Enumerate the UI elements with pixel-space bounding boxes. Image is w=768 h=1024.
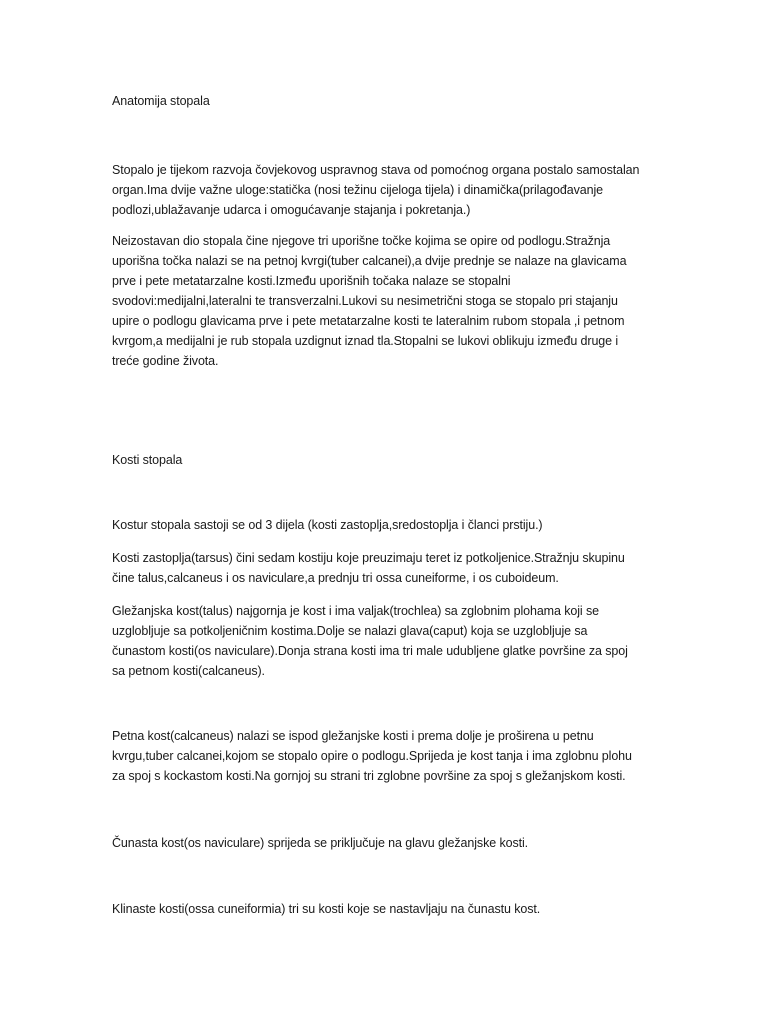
text-line: prve i pete metatarzalne kosti.Između uporišnih točaka nalaze se stopalni: [112, 274, 511, 288]
text-line: Petna kost(calcaneus) nalazi se ispod gležanjske kosti i prema dolje je proširena u petnu: [112, 729, 594, 743]
text-line: Neizostavan dio stopala čine njegove tri uporišne točke kojima se opire od podlogu.Stražnja: [112, 234, 611, 248]
paragraph-intro: [112, 160, 652, 220]
text-line: svodovi:medijalni,lateralni te transverzalni.Lukovi su nesimetrični stoga se stopalo pri stajanju: [112, 294, 618, 308]
text-line: organ.Ima dvije važne uloge:statička (nosi težinu cijeloga tijela) i dinamička(prilagođavanje: [112, 183, 603, 197]
text-line: kvrgu,tuber calcanei,kojom se stopalo opire o podlogu.Sprijeda je kost tanja i ima zglobnu plohu: [112, 749, 632, 763]
paragraph-support-points: [112, 231, 652, 371]
text-line: treće godine života.: [112, 354, 219, 368]
text-line: uporišna točka nalazi se na petnoj kvrgi(tuber calcanei),a dvije prednje se nalaze na glavicama: [112, 254, 627, 268]
section-title: Kosti stopala: [112, 453, 183, 467]
text-line: Kostur stopala sastoji se od 3 dijela (kosti zastoplja,sredostoplja i članci prstiju.): [112, 518, 543, 532]
document-title: Anatomija stopala: [112, 94, 210, 108]
paragraph-tarsus: [112, 548, 652, 588]
paragraph-navicular: [112, 833, 652, 853]
text-line: čine talus,calcaneus i os naviculare,a prednju tri ossa cuneiforme, i os cuboideum.: [112, 571, 559, 585]
paragraph-calcaneus: [112, 726, 652, 786]
text-line: Klinaste kosti(ossa cuneiformia) tri su kosti koje se nastavljaju na čunastu kost.: [112, 902, 541, 916]
text-line: uzglobljuje sa potkoljeničnim kostima.Dolje se nalazi glava(caput) koja se uzglobljuje sa: [112, 624, 588, 638]
text-line: kvrgom,a medijalni je rub stopala uzdignut iznad tla.Stopalni se lukovi oblikuju između druge i: [112, 334, 619, 348]
paragraph-cuneiform: [112, 899, 652, 919]
text-line: za spoj s kockastom kosti.Na gornjoj su strani tri zglobne površine za spoj s gležanjskom kosti.: [112, 769, 626, 783]
text-line: Stopalo je tijekom razvoja čovjekovog uspravnog stava od pomoćnog organa postalo samostalan: [112, 163, 640, 177]
text-line: Kosti zastoplja(tarsus) čini sedam kostiju koje preuzimaju teret iz potkoljenice.Stražnju skupinu: [112, 551, 625, 565]
text-line: Gležanjska kost(talus) najgornja je kost i ima valjak(trochlea) sa zglobnim plohama koji se: [112, 604, 599, 618]
text-line: podlozi,ublažavanje udarca i omogućavanje stajanja i pokretanja.): [112, 203, 471, 217]
text-line: Čunasta kost(os naviculare) sprijeda se priključuje na glavu gležanjske kosti.: [112, 836, 529, 850]
paragraph-talus: [112, 601, 652, 681]
text-line: upire o podlogu glavicama prve i pete metatarzalne kosti te lateralnim rubom stopala ,i petnom: [112, 314, 625, 328]
text-line: čunastom kosti(os naviculare).Donja strana kosti ima tri male udubljene glatke površine za spoj: [112, 644, 628, 658]
paragraph-skeleton: [112, 515, 652, 535]
text-line: sa petnom kosti(calcaneus).: [112, 664, 265, 678]
